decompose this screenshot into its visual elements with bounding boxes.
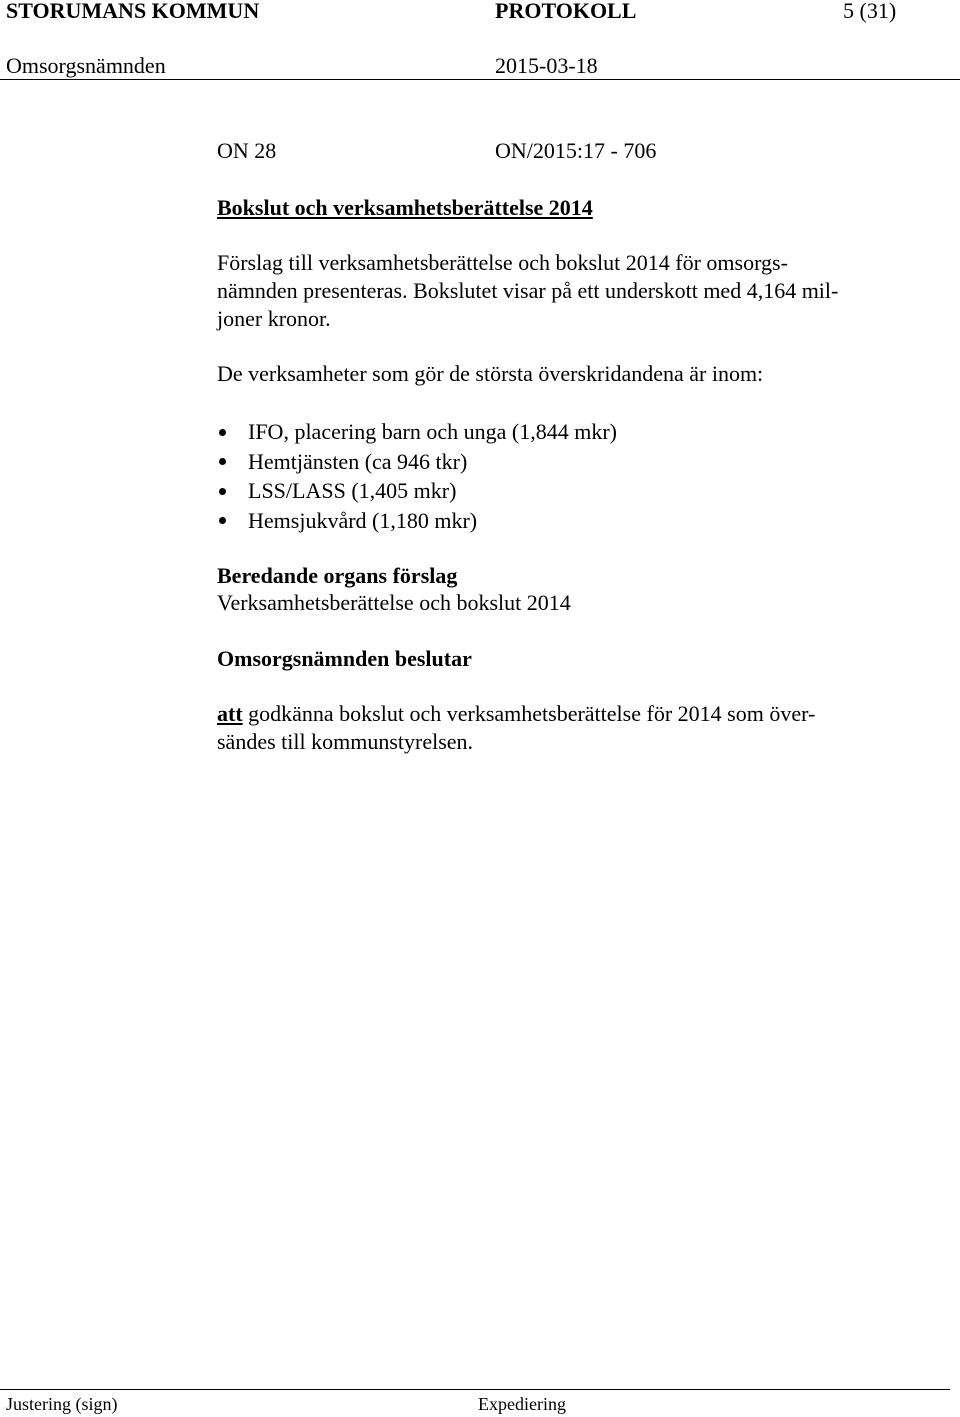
decision-text: godkänna bokslut och verksamhetsberättelse för 2014 som över- — [248, 701, 816, 726]
list-item — [217, 476, 617, 506]
meeting-date: 2015-03-18 — [495, 53, 598, 78]
list-item-text: Hemsjukvård (1,180 mkr) — [248, 507, 478, 533]
intro-line-2: nämnden presenteras. Bokslutet visar på ett underskott med 4,164 mil- — [217, 278, 839, 303]
proposal-text: Verksamhetsberättelse och bokslut 2014 — [217, 590, 571, 615]
list-item — [217, 417, 617, 447]
page-number: 5 (31) — [843, 0, 897, 23]
decision-keyword: att — [217, 701, 243, 726]
proposal-heading: Beredande organs förslag — [217, 563, 458, 588]
overrun-intro: De verksamheter som gör de största överskridandena är inom: — [217, 361, 764, 386]
municipality-name: STORUMANS KOMMUN — [6, 0, 260, 23]
list-item-text: IFO, placering barn och unga (1,844 mkr) — [248, 419, 618, 444]
intro-line-3: joner kronor. — [217, 306, 331, 331]
list-item — [217, 447, 617, 477]
list-item — [217, 506, 617, 536]
document-type: PROTOKOLL — [495, 0, 637, 23]
overrun-list — [217, 417, 617, 535]
bullet-icon — [219, 429, 226, 436]
decision-heading: Omsorgsnämnden beslutar — [217, 646, 472, 671]
list-item-text: Hemtjänsten (ca 946 tkr) — [248, 448, 468, 474]
bullet-icon — [219, 488, 226, 495]
header-divider — [0, 79, 960, 80]
committee-name: Omsorgsnämnden — [6, 53, 166, 78]
footer-divider-left — [0, 1389, 365, 1390]
list-item-text: LSS/LASS (1,405 mkr) — [248, 478, 457, 503]
bullet-icon — [219, 517, 226, 524]
decision-line-2: sändes till kommunstyrelsen. — [217, 729, 474, 754]
bullet-icon — [219, 458, 226, 465]
decision-line-1 — [217, 700, 815, 728]
intro-line-1: Förslag till verksamhetsberättelse och bokslut 2014 för omsorgs- — [217, 250, 788, 275]
case-reference: ON/2015:17 - 706 — [495, 138, 657, 163]
case-number: ON 28 — [217, 138, 277, 163]
justering-label: Justering (sign) — [6, 1394, 118, 1414]
expediering-label: Expediering — [478, 1394, 566, 1414]
case-title: Bokslut och verksamhetsberättelse 2014 — [217, 195, 593, 220]
footer-divider-right — [365, 1389, 950, 1390]
